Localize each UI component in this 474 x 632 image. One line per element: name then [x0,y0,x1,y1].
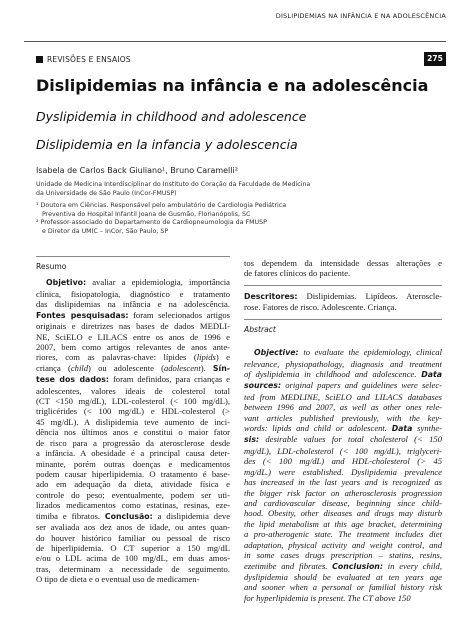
section-label-text: REVISÕES E ENSAIOS [47,55,131,64]
text-line: do houver histórico familiar ou pessoal de risco [36,532,230,543]
text-line: between 1996 and 2007, as well as other ones rele- [244,402,442,413]
text-line: a pro-atherogenic state. The treatment includes diet [244,529,442,540]
text-line: rose. Fatores de risco. Adolescente. Criança. [244,302,397,313]
text-line: in some cases drugs prescription – statins, resins, [244,550,442,561]
text-line: hood. Obesity, other diseases and drugs may disturb [244,508,442,519]
text-line: des (< 100 mg/dL) and HDL-cholesterol (> 45 [244,456,442,467]
text-line: timiba e fibratos. Conclusão: a dislipidemia deve [36,510,230,521]
text-line: adaptation, physical activity and weight control, and [244,539,442,550]
text-line: de risco para a progressão da aterosclerose desde [36,437,230,448]
text-line: triglicérides (< 100 mg/dL) e HDL-colesterol (> [36,406,230,417]
text-line: the lipid metabolism at this age bracket, determining [244,518,442,529]
affiliation-block [36,181,436,237]
text-line: minante, porém outras doenças e medicamentos [36,458,230,469]
text-line: O tipo de dieta e o eventual uso de medicamen- [36,574,200,585]
text-line: das dislipidemias na infância e na adolescência. [36,299,230,310]
text-line: 45 mg/dL). A dislipidemia teve aumento de inci- [36,416,230,427]
text-line: podem causar hiperlipidemia. O tratamento é base- [36,469,230,480]
resumo-heading: Resumo [36,262,67,271]
descritores [244,291,442,313]
abstract-heading: Abstract [244,324,276,334]
text-line: sis: desirable values for total cholesterol (< 150 [244,434,442,445]
abstract-body [244,347,442,603]
text-line: Objective: to evaluate the epidemiology, clinical [254,347,442,358]
text-line: 2007, bem como artigos relevantes de anos ante- [36,341,230,352]
affiliation-line: da Universidade de São Paulo (InCor-FMUSP) [36,189,177,197]
section-label [36,55,131,64]
text-line: tos dependem da intensidade dessas alterações e [244,258,442,268]
text-line: tras, determinam a necessidade de seguimento. [36,563,230,574]
text-line: of dyslipidemia in childhood and adolescence. Data [244,368,442,379]
resumo-column [36,262,230,585]
text-line: controle do peso; eventualmente, podem ser uti- [36,489,230,500]
text-line: originais e diretrizes nas bases de dados MEDLI- [36,321,230,332]
affiliation-line: Preventiva do Hospital Infantil Joana de Gusmão, Florianópolis, SC [42,210,251,218]
affiliation-line: e Diretor da UMIC – InCor, São Paulo, SP [42,227,169,235]
affiliation-line: Unidade de Medicina Interdisciplinar do Instituto do Coração da Faculdade de Medicina [36,181,311,188]
resumo-body [36,277,230,584]
text-line: NE, SciELO e LILACS entre os anos de 1996 e [36,331,230,342]
text-line: (CT <150 mg/dL), LDL-colesterol (< 100 mg/dL), [36,396,230,407]
title-spanish: Dislipidemia en la infancia y adolescencia [36,137,298,152]
text-line: ted from MEDLINE, SciELO and LILACS databases [244,391,442,402]
text-line: the bigger risk factor on atherosclerosis progression [244,487,442,498]
text-line: a infância. A obesidade é a principal causa deter- [36,448,230,459]
text-line: dyslipidemia should be evaluated at ten years age [244,571,442,582]
text-line: has increased in the last years and is recognized as [244,477,442,488]
running-head: DISLIPIDEMIAS NA INFÂNCIA E NA ADOLESCÊNCIA [275,12,446,20]
header-rule [24,41,446,42]
text-line: words: lipids and child or adolescent. Data synthe- [244,423,442,434]
right-column [244,258,442,603]
authors: Isabela de Carlos Back Giuliano¹, Bruno Caramelli² [36,166,238,175]
text-line: ado em adequação da dieta, atividade física e [36,479,230,490]
right-separator [244,319,442,320]
text-line: mg/dL), LDL-cholesterol (< 100 mg/dL), triglyceri- [244,445,442,456]
text-line: relevance, physiopathology, diagnosis and treatment [244,358,442,369]
text-line: dência nos últimos anos e constitui o maior fator [36,427,230,438]
text-line: tese dos dados: foram definidos, para crianças e [36,374,230,385]
affiliation-line: ² Professor-associado do Departamento de Cardiopneumologia da FMUSP [36,219,267,227]
text-line: mg/dL.) were established. Dyslipidemia prevalence [244,466,442,477]
resumo-continued [244,258,442,279]
text-line: sources: original papers and guidelines were selec- [244,380,442,391]
column-rule-left [36,256,230,257]
page-number: 275 [424,52,446,66]
text-line: Fontes pesquisadas: foram selecionados artigos [36,309,230,320]
text-line: adolescentes, valores ideais de colesterol total [36,385,230,396]
text-line: clínica, fisiopatologia, diagnóstico e tratamento [36,288,230,299]
section-square-icon [36,56,43,63]
title-portuguese: Dislipidemias na infância e na adolescência [36,76,429,95]
text-line: de fatores clínicos do paciente. [244,268,351,279]
text-line: criança (child) ou adolescente (adolescent). Sín- [36,362,230,373]
right-separator [244,285,442,286]
text-line: lizados medicamentos como estatinas, resinas, eze- [36,500,230,511]
text-line: riores, com as palavras-chave: lípides (lipids) e [36,352,230,363]
affiliation-line: ¹ Doutora em Ciências. Responsável pelo ambulatório de Cardiologia Pediátrica [36,202,287,210]
text-line: and cardiovascular disease, beginning since child- [244,498,442,509]
text-line: vant articles published previously, with the key- [244,412,442,423]
text-line: e/ou o LDL acima de 100 mg/dL, em duas amos- [36,553,230,564]
text-line: ezetimibe and fibrates. Conclusion: in every child, [244,560,442,571]
text-line: and sooner when a personal or familial history risk [244,582,442,593]
text-line: de hiperlipidemia. O CT superior a 150 mg/dL [36,542,230,553]
text-line: Descritores: Dislipidemias. Lipídeos. Ateroscle- [244,290,442,301]
text-line: ser avaliada aos dez anos de idade, ou antes quan- [36,522,230,533]
text-line: Objetivo: avaliar a epidemiologia, importância [46,277,230,288]
text-line: for hyperlipidemia is present. The CT above 150 [244,592,411,603]
title-english: Dyslipidemia in childhood and adolescence [36,109,307,124]
